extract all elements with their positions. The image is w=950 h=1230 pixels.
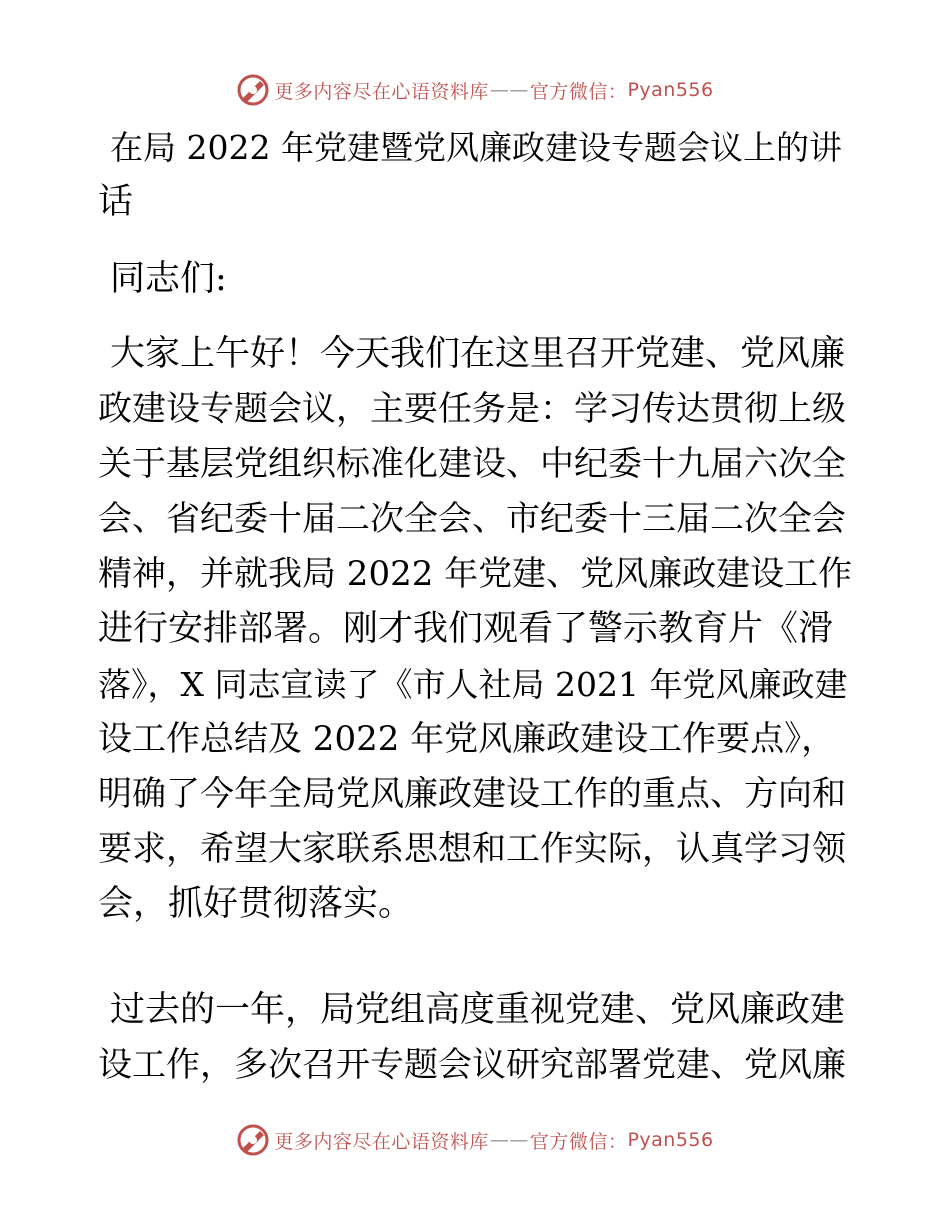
paragraph-line: 落》，X 同志宣读了《市人社局 2021 年党风廉政建: [98, 665, 848, 704]
paragraph-line: 设工作，多次召开专题会议研究部署党建、党风廉: [98, 1045, 846, 1085]
paragraph-1: [98, 327, 853, 932]
paragraph-line: 过去的一年，局党组高度重视党建、党风廉政建: [110, 990, 846, 1030]
footer-banner: [0, 1120, 950, 1160]
paragraph-line: 关于基层党组织标准化建设、中纪委十九届六次全: [98, 444, 846, 484]
banner-dash: ——: [489, 1129, 529, 1151]
paragraph-line: 会，抓好贯彻落实。: [98, 884, 414, 924]
paragraph-line: 大家上午好！今天我们在这里召开党建、党风廉: [110, 334, 846, 374]
banner-wechat-id: Pyan556: [627, 79, 714, 101]
title-line: 话: [98, 182, 134, 222]
banner-wechat-label: 官方微信：: [529, 1130, 628, 1153]
title-line: 在局 2022 年党建暨党风廉政建设专题会议上的讲: [110, 128, 842, 167]
greeting-line: 同志们:: [110, 259, 227, 299]
paragraph-line: 明确了今年全局党风廉政建设工作的重点、方向和: [98, 774, 846, 814]
header-banner: [0, 70, 950, 110]
paragraph-line: 会、省纪委十届二次全会、市纪委十三届二次全会: [98, 499, 846, 539]
banner-text: 更多内容尽在心语资料库: [274, 1130, 489, 1153]
paragraph-line: 进行安排部署。刚才我们观看了警示教育片《滑: [98, 609, 834, 649]
pen-logo-icon: [236, 1123, 270, 1157]
paragraph-2: [98, 983, 853, 1093]
banner-wechat-label: 官方微信：: [529, 80, 628, 103]
pen-logo-icon: [236, 73, 270, 107]
paragraph-line: 设工作总结及 2022 年党风廉政建设工作要点》，: [98, 719, 836, 759]
paragraph-line: 政建设专题会议，主要任务是：学习传达贯彻上级: [98, 389, 846, 429]
banner-dash: ——: [489, 79, 529, 101]
banner-wechat-id: Pyan556: [627, 1129, 714, 1151]
document-title: [98, 120, 853, 230]
paragraph-line: 精神，并就我局 2022 年党建、党风廉政建设工作: [98, 554, 853, 594]
banner-text: 更多内容尽在心语资料库: [274, 80, 489, 103]
greeting: [98, 252, 853, 307]
paragraph-line: 要求，希望大家联系思想和工作实际，认真学习领: [98, 829, 846, 869]
